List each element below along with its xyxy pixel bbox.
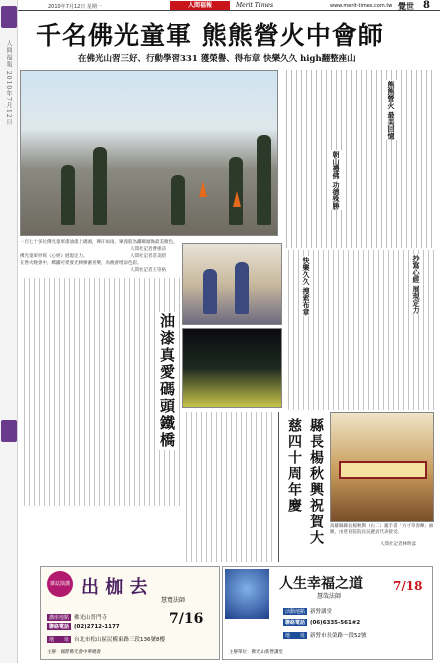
column-divider [278,412,279,562]
photo-campfire [182,328,282,408]
kicker-campfire: 熊熊營火 最美回憶 [387,81,396,140]
kicker-heart-sutra: 抄寫心經 展現定力 [412,255,421,314]
article-body-4 [182,412,274,562]
ad2-row-address: 地 址 新營市長榮路一段52號 [285,633,367,639]
photo-credit-2: 人間社記者莊美昭 [130,254,166,259]
main-photo [20,70,278,236]
page-number: 8 [423,0,430,11]
ad-lecture-left [40,566,220,660]
ad1-row-address: 地 址 台北市松山區民權東路三段136號8樓 [49,637,166,643]
photo-caption-1: 一百七十多位佛光童軍漆油漆上碼頭，揮汗如雨，眾義般為鐵碼頭換最美顏色。 [20,240,178,245]
ad2-speaker: 慧哉法師 [317,593,342,600]
kicker-pilgrimage: 朝山禮佛 功德殊勝 [332,151,341,210]
ad2-date: 7/18 [393,579,423,593]
ad1-row-phone: 聯絡電話 (02)2712-1177 [49,624,120,630]
photo-plaque [330,412,434,522]
brand-logo-icon [1,420,17,442]
photo-sutra-copying [182,243,282,325]
headline: 千名佛光童軍 熊熊營火中會師 [36,21,384,50]
ad1-speaker: 慧寬法師 [161,597,186,604]
issue-date: 2010年7月12日 星期一 [48,4,102,10]
side-label: 人間福報 2010年7月12日 [5,40,12,126]
photo-credit-1: 人間社記者曹惠詩 [130,247,166,252]
ad1-row-location: 講座地點 佛光山普門寺 [49,615,108,621]
ad-lecture-right [222,566,433,660]
ad2-title: 人生幸福之道 [279,576,363,592]
ad2-row-location: 活動地點 新營講堂 [285,609,333,615]
side-rail [0,0,18,663]
ad2-row-phone: 聯絡電話 (06)6335-561#2 [285,620,361,626]
ad1-footer: 主辦：國際佛光會中華總會 [47,650,101,655]
side-article-title: 縣長楊秋興祝賀大慈四十周年慶 [286,418,324,546]
ad2-footer: 主辦單位：佛光山新營講堂 [229,650,283,655]
article-body-1 [282,70,432,248]
side-credit: 人間社記者林明彥 [380,542,416,547]
butterfly-icon [225,569,269,619]
site-url: www.merit-times.com.tw [330,3,393,9]
ad1-pill: 雜誌演講 [47,571,73,597]
brand-logo-icon [1,6,17,28]
masthead: 人間福報 [170,1,230,10]
photo-caption-3: 在營火晚會中，綁鐵可愛發光棒揮灑喜樂，為晚會增添色彩。 [20,261,142,266]
photo-caption-2: 佛光童軍抄寫《心經》展現定力。 [20,254,88,259]
section-name: 覺世 [398,1,414,11]
ad1-title: 出 枷 去 [81,577,148,598]
masthead-en: Merit Times [236,2,274,9]
side-caption: 高雄縣縣長楊秋興（右二）親手書「方寸草春暉」匾額，由慈育院院長吳麗貞代表接受。 [330,524,434,535]
ad1-date: 7/16 [169,611,204,627]
photo-credit-3: 人間社記者王崇裕 [130,268,166,273]
subhead: 在佛光山習三好、行動學習331 獲榮譽、得布章 快樂久久 high翻整座山 [78,54,356,64]
kicker-badges: 快樂久久 搜索布章 [302,257,311,316]
photo-story-title: 油漆真愛碼頭鐵橋 [156,312,179,450]
